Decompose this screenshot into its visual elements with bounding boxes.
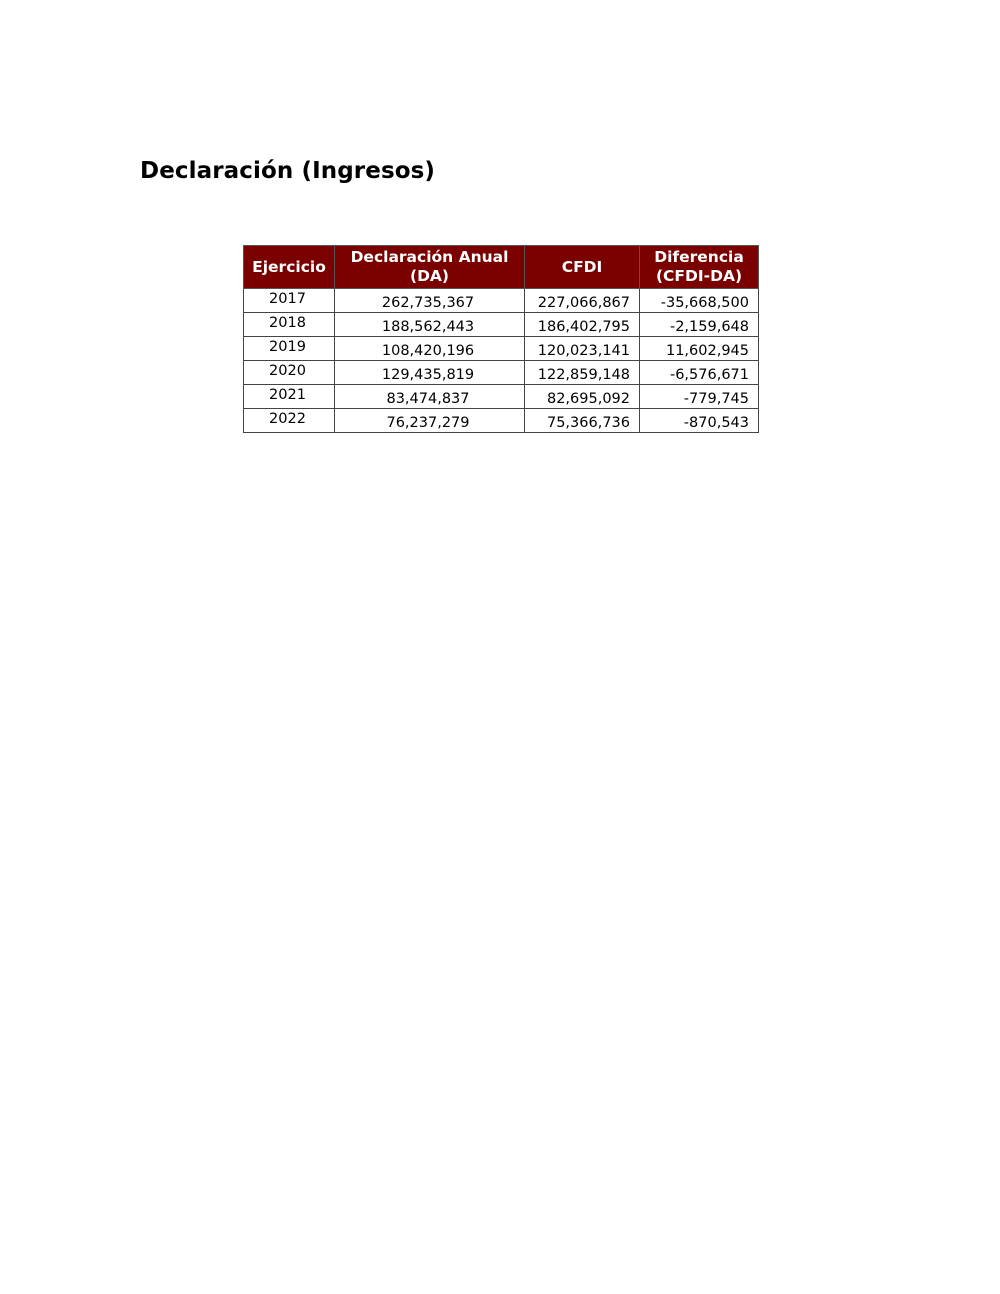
cell-year: 2021 [244,385,335,409]
table-row [244,361,759,385]
cell-da: 108,420,196 [335,337,525,361]
cell-cfdi: 186,402,795 [525,313,640,337]
cell-cfdi: 120,023,141 [525,337,640,361]
cell-diff: -35,668,500 [640,289,759,313]
cell-da: 129,435,819 [335,361,525,385]
cell-year: 2017 [244,289,335,313]
cell-cfdi: 122,859,148 [525,361,640,385]
cell-year: 2018 [244,313,335,337]
cell-da: 188,562,443 [335,313,525,337]
cell-cfdi: 227,066,867 [525,289,640,313]
header-diff-line2: (CFDI-DA) [655,267,743,285]
table-row [244,337,759,361]
header-diferencia [640,246,759,289]
header-ejercicio [244,246,335,289]
cell-diff: -779,745 [640,385,759,409]
cell-da: 83,474,837 [335,385,525,409]
header-da-line2: (DA) [409,267,450,285]
cell-year: 2020 [244,361,335,385]
header-da-line1: Declaración Anual [350,248,509,266]
income-declaration-table [243,245,759,433]
header-declaracion-anual [335,246,525,289]
table-header-row [244,246,759,289]
cell-da: 262,735,367 [335,289,525,313]
cell-diff: -870,543 [640,409,759,433]
cell-diff: -6,576,671 [640,361,759,385]
header-diff-line1: Diferencia [654,248,744,266]
cell-diff: 11,602,945 [640,337,759,361]
cell-year: 2022 [244,409,335,433]
cell-diff: -2,159,648 [640,313,759,337]
cell-cfdi: 75,366,736 [525,409,640,433]
cell-da: 76,237,279 [335,409,525,433]
table-row [244,289,759,313]
table-row [244,409,759,433]
table-row [244,385,759,409]
header-cfdi [525,246,640,289]
header-ejercicio-label: Ejercicio [252,257,326,276]
table-row [244,313,759,337]
cell-year: 2019 [244,337,335,361]
header-cfdi-label: CFDI [561,257,603,276]
cell-cfdi: 82,695,092 [525,385,640,409]
page-title: Declaración (Ingresos) [140,158,436,184]
